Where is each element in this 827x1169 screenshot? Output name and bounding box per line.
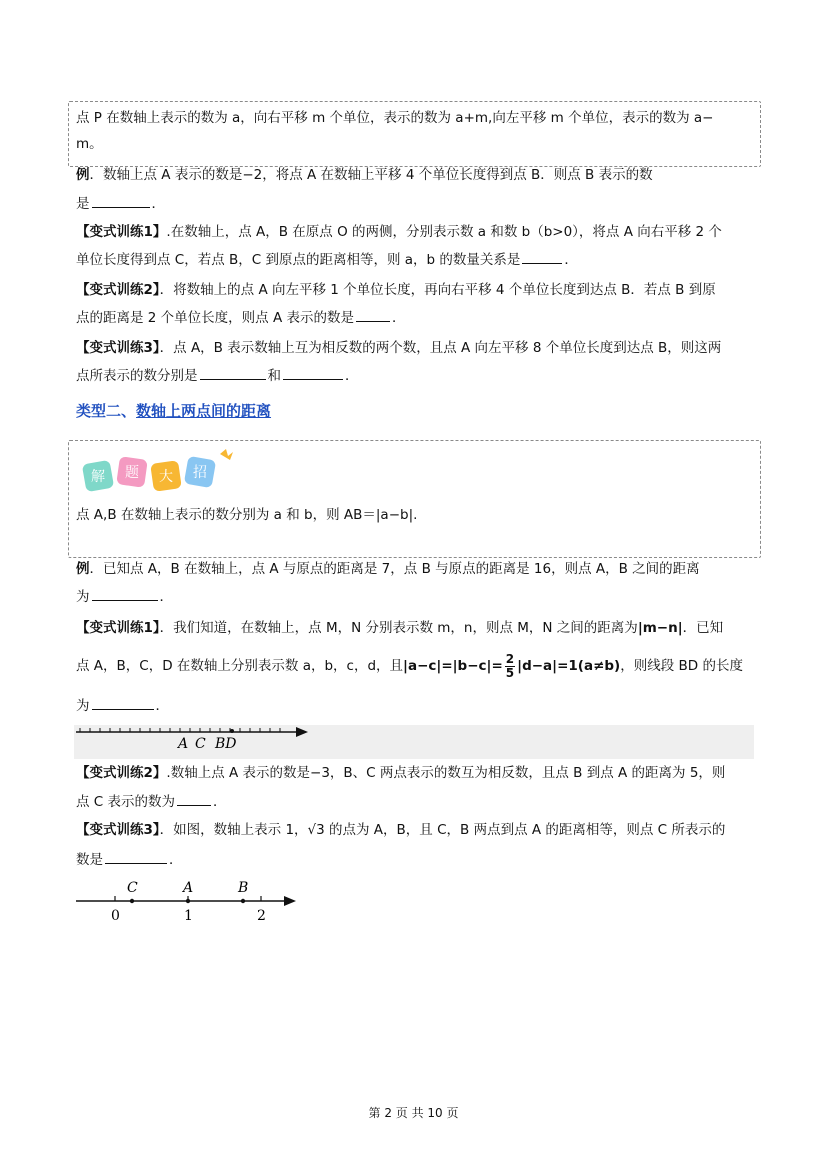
answer-blank[interactable] — [283, 365, 343, 380]
answer-blank[interactable] — [92, 695, 154, 710]
example-2-suffix: ． — [159, 589, 173, 605]
example-2-line1 — [76, 559, 700, 579]
number-line-2 — [74, 876, 304, 926]
axis-arrow-icon — [284, 896, 296, 906]
example-label: 例 — [76, 561, 90, 577]
badge-graphic — [80, 446, 240, 496]
variant-2-3-line1 — [76, 820, 725, 840]
number-line-1 — [74, 722, 314, 756]
badge-char-2: 题 — [125, 465, 139, 481]
page-footer: 第 2 页 共 10 页 — [368, 1106, 459, 1120]
variant-2-1-line1 — [76, 618, 723, 638]
example-1-line2 — [76, 193, 165, 214]
variant-label: 【变式训练1】 — [76, 620, 160, 636]
variant-3-suffix: ． — [345, 368, 359, 384]
variant-2-2-text: .数轴上点 A 表示的数是−3，B、C 两点表示的数互为相反数，且点 B 到点 A 的距离为 5，则 — [166, 765, 726, 781]
answer-blank[interactable] — [522, 249, 562, 264]
variant-2-3-prefix: 数是 — [76, 852, 103, 868]
variant-3-mid: 和 — [267, 368, 281, 384]
section-heading — [76, 400, 271, 421]
variant-3-line2 — [76, 365, 359, 386]
variant-1-prefix: 单位长度得到点 C，若点 B，C 到原点的距离相等，则 a，b 的数量关系是 — [76, 252, 521, 268]
axis-label-bd: BD — [215, 736, 237, 752]
variant-2-prefix: 点的距离是 2 个单位长度，则点 A 表示的数是 — [76, 310, 354, 326]
badge-tile-4 — [184, 456, 216, 488]
variant-2-3-line2 — [76, 849, 183, 870]
tick-label-2: 2 — [257, 908, 266, 924]
tip-box-1-line2: m。 — [76, 136, 103, 152]
fraction — [505, 653, 515, 680]
example-1-prefix: 是 — [76, 196, 90, 212]
example-2-line2 — [76, 586, 173, 607]
badge-tile-1 — [82, 460, 114, 492]
badge-tile-2 — [116, 456, 148, 488]
variant-3-prefix: 点所表示的数分别是 — [76, 368, 198, 384]
badge-tile-3 — [150, 460, 182, 492]
variant-2-1-line2-text-b: ，则线段 BD 的长度 — [620, 658, 743, 674]
axis-label-c: C — [195, 736, 206, 752]
variant-1-suffix: ． — [564, 252, 578, 268]
variant-2-1-prefix: 为 — [76, 698, 90, 714]
axis-label-a: A — [178, 736, 189, 752]
example-1-line1 — [76, 165, 653, 185]
variant-2-1-line2-text-a: 点 A，B，C，D 在数轴上分别表示数 a，b，c，d，且 — [76, 658, 404, 674]
axis-ticks — [80, 728, 280, 732]
variant-label: 【变式训练3】 — [76, 340, 160, 356]
fraction-denominator: 5 — [505, 665, 515, 680]
variant-2-suffix: ． — [392, 310, 406, 326]
section-title: 数轴上两点间的距离 — [136, 402, 272, 420]
badge-char-1: 解 — [91, 469, 105, 485]
tip-box-2-line1: 点 A,B 在数轴上表示的数分别为 a 和 b，则 AB＝|a−b|. — [76, 507, 418, 523]
variant-2-text: ．将数轴上的点 A 向左平移 1 个单位长度，再向右平移 4 个单位长度到达点 B．若点 B 到原 — [159, 282, 716, 298]
variant-2-line2 — [76, 307, 406, 328]
variant-label: 【变式训练2】 — [76, 282, 160, 298]
variant-1-line1 — [76, 222, 722, 242]
point-b-marker — [241, 899, 245, 903]
variant-1-text: .在数轴上，点 A，B 在原点 O 的两侧，分别表示数 a 和数 b（b>0），将点 A 向右平移 2 个 — [166, 224, 722, 240]
variant-2-line1 — [76, 280, 716, 300]
tick-label-0: 0 — [111, 908, 120, 924]
answer-blank[interactable] — [200, 365, 266, 380]
point-a-marker — [186, 899, 190, 903]
answer-blank[interactable] — [105, 849, 167, 864]
fraction-numerator: 2 — [505, 651, 515, 666]
section-prefix: 类型二、 — [76, 402, 137, 420]
answer-blank[interactable] — [92, 193, 150, 208]
variant-label: 【变式训练3】 — [76, 822, 160, 838]
equation-part-1: |a−c|=|b−c|= — [403, 658, 503, 674]
variant-2-3-suffix: ． — [169, 852, 183, 868]
axis-arrow-icon — [296, 727, 308, 737]
variant-label: 【变式训练1】 — [76, 224, 167, 240]
variant-1-line2 — [76, 249, 578, 270]
variant-3-text: ．点 A，B 表示数轴上互为相反数的两个数，且点 A 向左平移 8 个单位长度到达点 B，则这两 — [159, 340, 722, 356]
answer-blank[interactable] — [356, 307, 390, 322]
variant-2-2-line1 — [76, 763, 725, 783]
point-label-c: C — [127, 880, 138, 896]
tick-label-1: 1 — [184, 908, 193, 924]
variant-2-2-prefix: 点 C 表示的数为 — [76, 794, 176, 810]
example-1-suffix: ． — [151, 196, 165, 212]
abs-expression: |m−n| — [637, 620, 683, 636]
point-label-b: B — [238, 880, 249, 896]
tip-box-1-line1: 点 P 在数轴上表示的数为 a，向右平移 m 个单位，表示的数为 a+m,向左平移 m 个单位，表示的数为 a− — [76, 110, 714, 126]
variant-2-1-line2 — [76, 652, 743, 680]
variant-2-1-line3 — [76, 695, 169, 716]
variant-2-1-suffix: ． — [155, 698, 169, 714]
variant-2-2-line2 — [76, 791, 227, 812]
answer-blank[interactable] — [92, 586, 158, 601]
answer-blank[interactable] — [177, 791, 211, 806]
variant-2-3-text: ．如图，数轴上表示 1，√3 的点为 A，B，且 C，B 两点到点 A 的距离相等，则点 C 所表示的 — [159, 822, 726, 838]
point-d-marker — [230, 729, 234, 733]
point-c-marker — [130, 899, 134, 903]
variant-2-1-text-a: ．我们知道，在数轴上，点 M，N 分别表示数 m，n，则点 M，N 之间的距离为 — [159, 620, 638, 636]
example-2-text: ．已知点 A，B 在数轴上，点 A 与原点的距离是 7，点 B 与原点的距离是 16，则点 A，B 之间的距离 — [89, 561, 700, 577]
example-1-text: ．数轴上点 A 表示的数是−2，将点 A 在数轴上平移 4 个单位长度得到点 B．则点 B 表示的数 — [89, 167, 653, 183]
variant-2-2-suffix: ． — [213, 794, 227, 810]
variant-label: 【变式训练2】 — [76, 765, 167, 781]
badge-char-4: 招 — [193, 465, 207, 481]
point-label-a: A — [183, 880, 194, 896]
badge-char-3: 大 — [159, 469, 173, 485]
example-label: 例 — [76, 167, 90, 183]
equation-part-2: |d−a|=1(a≠b) — [517, 658, 621, 674]
variant-3-line1 — [76, 338, 721, 358]
variant-2-1-text-b: ．已知 — [682, 620, 724, 636]
example-2-prefix: 为 — [76, 589, 90, 605]
